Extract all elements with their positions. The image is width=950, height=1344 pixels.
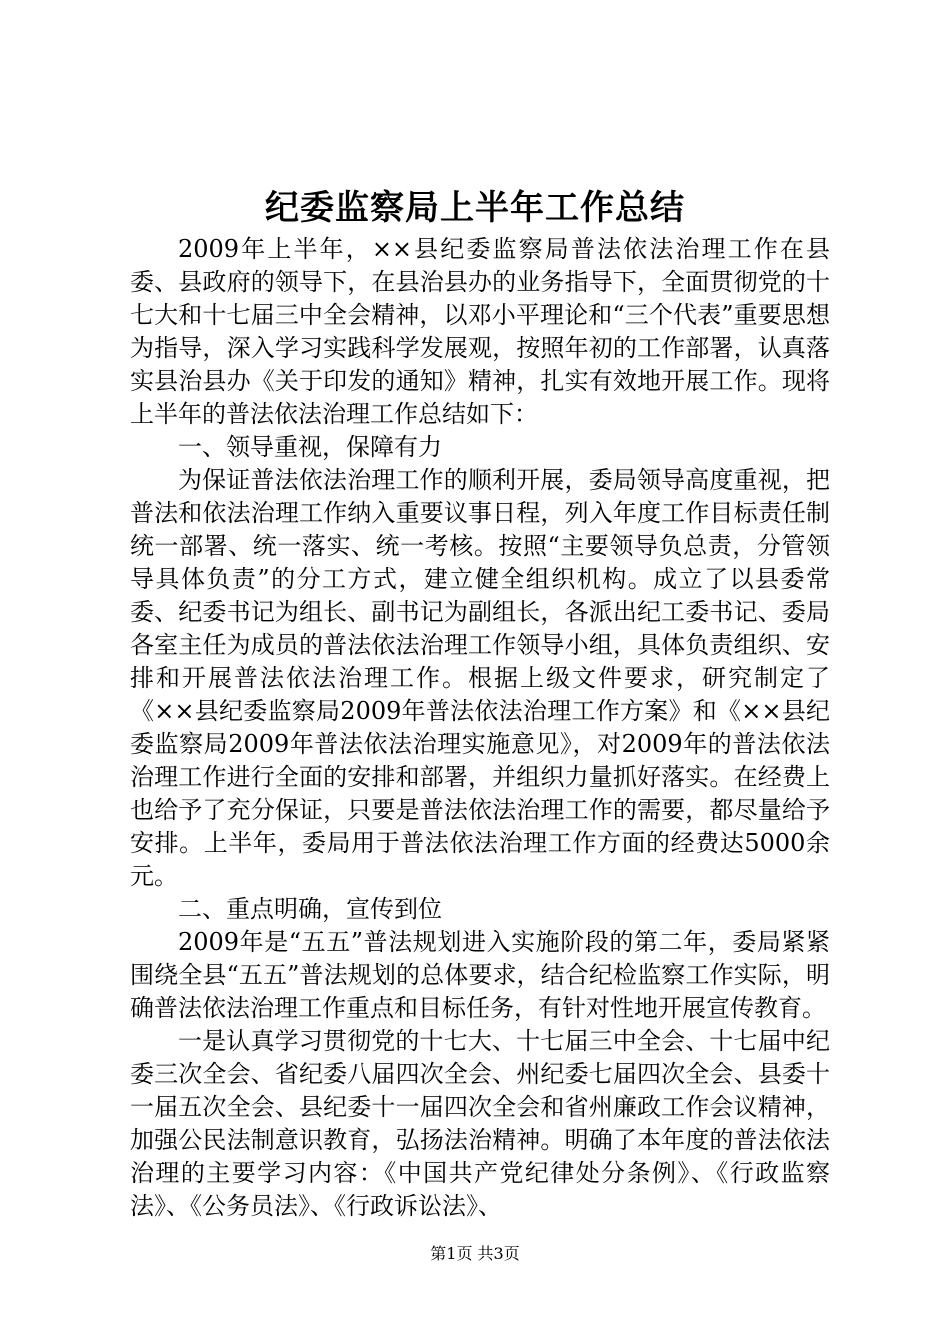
paragraph-intro: 2009年上半年，××县纪委监察局普法依法治理工作在县委、县政府的领导下，在县治县办的业务指导下，全面贯彻党的十七大和十七届三中全会精神，以邓小平理论和“三个代表”重要思想为指导，深入学习实践科学发展观，按照年初的工作部署，认真落实县治县办《关于印发的通知》精神，扎实有效地开展工作。现将上半年的普法依法治理工作总结如下： xyxy=(130,235,830,428)
page-footer: 第1页 共3页 xyxy=(430,1244,520,1263)
paragraph-point-1: 一是认真学习贯彻党的十七大、十七届三中全会、十七届中纪委三次全会、省纪委八届四次全会、州纪委七届四次全会、县委十一届五次全会、县纪委十一届四次全会和省州廉政工作会议精神，加强公民法制意识教育，弘扬法治精神。明确了本年度的普法依法治理的主要学习内容：《中国共产党纪律处分条例》、《行政监察法》、《公务员法》、《行政诉讼法》、 xyxy=(130,1027,830,1220)
document-body xyxy=(130,233,830,1223)
document-title: 纪委监察局上半年工作总结 xyxy=(265,188,685,228)
section-heading-1: 一、领导重视，保障有力 xyxy=(178,433,442,461)
paragraph-section-2: 2009年是“五五”普法规划进入实施阶段的第二年，委局紧紧围绕全县“五五”普法规划的总体要求，结合纪检监察工作实际，明确普法依法治理工作重点和目标任务，有针对性地开展宣传教育。 xyxy=(130,928,830,1022)
section-heading-2: 二、重点明确，宣传到位 xyxy=(178,895,442,923)
paragraph-section-1: 为保证普法依法治理工作的顺利开展，委局领导高度重视，把普法和依法治理工作纳入重要议事日程，列入年度工作目标责任制统一部署、统一落实、统一考核。按照“主要领导负总责，分管领导具体负责”的分工方式，建立健全组织机构。成立了以县委常委、纪委书记为组长、副书记为副组长，各派出纪工委书记、委局各室主任为成员的普法依法治理工作领导小组，具体负责组织、安排和开展普法依法治理工作。根据上级文件要求，研究制定了《××县纪委监察局2009年普法依法治理工作方案》和《××县纪委监察局2009年普法依法治理实施意见》，对2009年的普法依法治理工作进行全面的安排和部署，并组织力量抓好落实。在经费上也给予了充分保证，只要是普法依法治理工作的需要，都尽量给予安排。上半年，委局用于普法依法治理工作方面的经费达5000余元。 xyxy=(130,466,830,890)
